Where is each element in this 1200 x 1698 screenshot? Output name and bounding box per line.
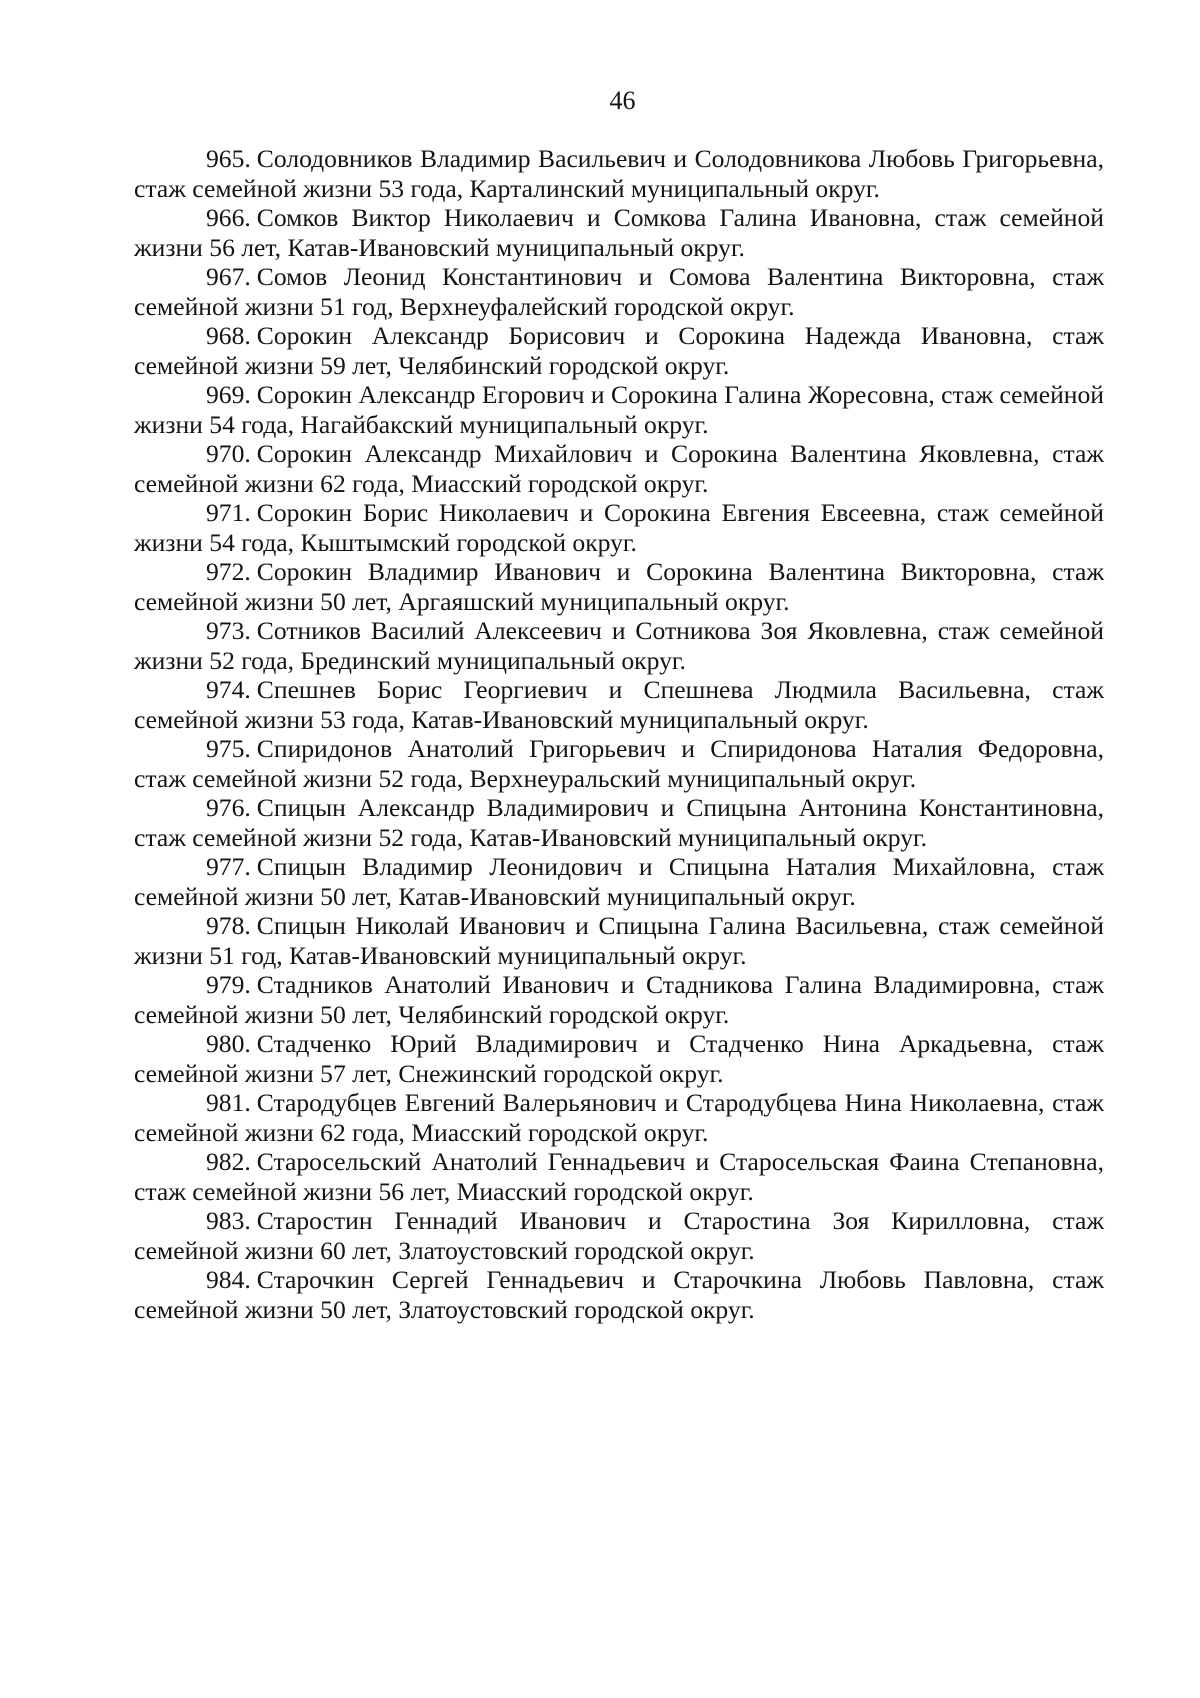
list-item xyxy=(134,675,1104,734)
page-number: 46 xyxy=(609,86,636,115)
list-item xyxy=(134,557,1104,616)
entry-number: 976. xyxy=(206,793,251,822)
list-item xyxy=(134,616,1104,675)
entry-text: Стадников Анатолий Иванович и Стадникова Галина Владимировна, стаж семейной жизни 50 лет, Челябинский городской округ. xyxy=(134,970,1104,1029)
entry-number: 980. xyxy=(206,1029,251,1058)
entry-text: Спиридонов Анатолий Григорьевич и Спиридонова Наталия Федоровна, стаж семейной жизни 52 года, Верхнеуральский муниципальный округ. xyxy=(134,734,1104,793)
entry-text: Спицын Николай Иванович и Спицына Галина Васильевна, стаж семейной жизни 51 год, Катав-Ивановский муниципальный округ. xyxy=(134,911,1104,970)
entry-number: 971. xyxy=(206,498,251,527)
entry-text: Старосельский Анатолий Геннадьевич и Старосельская Фаина Степановна, стаж семейной жизни 56 лет, Миасский городской округ. xyxy=(134,1147,1104,1206)
entry-text: Старочкин Сергей Геннадьевич и Старочкина Любовь Павловна, стаж семейной жизни 50 лет, Златоустовский городской округ. xyxy=(134,1265,1104,1324)
entry-number: 970. xyxy=(206,439,251,468)
entry-number: 978. xyxy=(206,911,251,940)
list-item xyxy=(134,1029,1104,1088)
entry-text: Стадченко Юрий Владимирович и Стадченко Нина Аркадьевна, стаж семейной жизни 57 лет, Снежинский городской округ. xyxy=(134,1029,1104,1088)
entry-number: 981. xyxy=(206,1088,251,1117)
entry-text: Сомов Леонид Константинович и Сомова Валентина Викторовна, стаж семейной жизни 51 год, Верхнеуфалейский городской округ. xyxy=(134,262,1104,321)
entry-number: 965. xyxy=(206,144,251,173)
entry-text: Сорокин Борис Николаевич и Сорокина Евгения Евсеевна, стаж семейной жизни 54 года, Кыштымский городской округ. xyxy=(134,498,1104,557)
entry-number: 967. xyxy=(206,262,251,291)
entry-number: 975. xyxy=(206,734,251,763)
entry-number: 974. xyxy=(206,675,251,704)
entry-number: 973. xyxy=(206,616,251,645)
entry-number: 972. xyxy=(206,557,251,586)
list-item xyxy=(134,380,1104,439)
list-item xyxy=(134,1147,1104,1206)
entry-text: Спицын Владимир Леонидович и Спицына Наталия Михайловна, стаж семейной жизни 50 лет, Катав-Ивановский муниципальный округ. xyxy=(134,852,1104,911)
entry-list xyxy=(134,144,1104,1324)
entry-text: Стародубцев Евгений Валерьянович и Стародубцева Нина Николаевна, стаж семейной жизни 62 года, Миасский городской округ. xyxy=(134,1088,1104,1147)
entry-text: Сомков Виктор Николаевич и Сомкова Галина Ивановна, стаж семейной жизни 56 лет, Катав-Ивановский муниципальный округ. xyxy=(134,203,1104,262)
list-item xyxy=(134,262,1104,321)
list-item xyxy=(134,321,1104,380)
entry-text: Сорокин Владимир Иванович и Сорокина Валентина Викторовна, стаж семейной жизни 50 лет, Аргаяшский муниципальный округ. xyxy=(134,557,1104,616)
entry-text: Старостин Геннадий Иванович и Старостина Зоя Кирилловна, стаж семейной жизни 60 лет, Златоустовский городской округ. xyxy=(134,1206,1104,1265)
list-item xyxy=(134,734,1104,793)
list-item xyxy=(134,793,1104,852)
entry-number: 984. xyxy=(206,1265,251,1294)
list-item xyxy=(134,852,1104,911)
entry-text: Сорокин Александр Михайлович и Сорокина Валентина Яковлевна, стаж семейной жизни 62 года, Миасский городской округ. xyxy=(134,439,1104,498)
list-item xyxy=(134,203,1104,262)
entry-text: Спицын Александр Владимирович и Спицына Антонина Константиновна, стаж семейной жизни 52 года, Катав-Ивановский муниципальный округ. xyxy=(134,793,1104,852)
list-item xyxy=(134,970,1104,1029)
list-item xyxy=(134,1206,1104,1265)
entry-text: Сотников Василий Алексеевич и Сотникова Зоя Яковлевна, стаж семейной жизни 52 года, Брединский муниципальный округ. xyxy=(134,616,1104,675)
entry-number: 977. xyxy=(206,852,251,881)
entry-number: 983. xyxy=(206,1206,251,1235)
entry-text: Сорокин Александр Борисович и Сорокина Надежда Ивановна, стаж семейной жизни 59 лет, Челябинский городской округ. xyxy=(134,321,1104,380)
list-item xyxy=(134,1265,1104,1324)
entry-text: Спешнев Борис Георгиевич и Спешнева Людмила Васильевна, стаж семейной жизни 53 года, Катав-Ивановский муниципальный округ. xyxy=(134,675,1104,734)
entry-number: 982. xyxy=(206,1147,251,1176)
entry-number: 968. xyxy=(206,321,251,350)
entry-number: 966. xyxy=(206,203,251,232)
entry-text: Сорокин Александр Егорович и Сорокина Галина Жоресовна, стаж семейной жизни 54 года, Нагайбакский муниципальный округ. xyxy=(134,380,1104,439)
entry-number: 969. xyxy=(206,380,251,409)
list-item xyxy=(134,1088,1104,1147)
entry-number: 979. xyxy=(206,970,251,999)
list-item xyxy=(134,439,1104,498)
entry-text: Солодовников Владимир Васильевич и Солодовникова Любовь Григорьевна, стаж семейной жизни 53 года, Карталинский муниципальный округ. xyxy=(134,144,1104,203)
list-item xyxy=(134,498,1104,557)
list-item xyxy=(134,144,1104,203)
list-item xyxy=(134,911,1104,970)
